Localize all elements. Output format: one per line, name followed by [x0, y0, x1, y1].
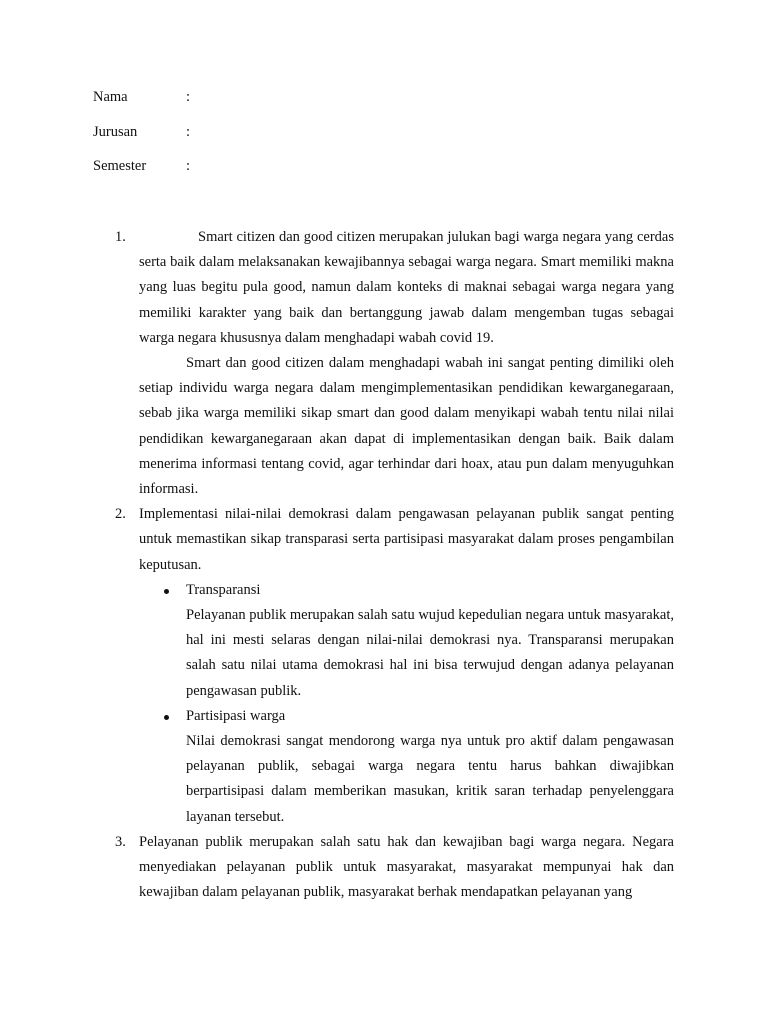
answers-body: [115, 225, 675, 905]
answer-2-intro: Implementasi nilai-nilai demokrasi dalam pengawasan pelayanan publik sangat penting untuk memastikan sikap transparasi serta partisipasi masyarakat dalam proses pengambilan keputusan.: [139, 506, 674, 573]
field-label-nama: Nama: [93, 89, 128, 105]
answer-3-paragraph: Pelayanan publik merupakan salah satu hak dan kewajiban bagi warga negara. Negara menyediakan pelayanan publik untuk masyarakat, masyarakat mempunyai hak dan kewajiban dalam pelayanan publik, masyarakat berhak mendapatkan pelayanan yang: [139, 833, 674, 901]
bullet-title: Transparansi: [186, 581, 261, 598]
bullet-text: Pelayanan publik merupakan salah satu wujud kepedulian negara untuk masyarakat, hal ini mesti selaras dengan nilai-nilai demokrasi nya. Transparansi merupakan salah satu nilai utama demokrasi hal ini bisa terwujud dengan adanya pelayanan pengawasan publik.: [186, 607, 675, 699]
field-nama: [93, 87, 393, 122]
answer-2-bullet-list: [139, 578, 674, 830]
answer-2: [115, 502, 675, 830]
bullet-item: [186, 578, 674, 704]
answer-number: 2.: [115, 506, 126, 523]
answer-number: 3.: [115, 833, 126, 850]
identity-fields: [93, 87, 393, 191]
field-label-jurusan: Jurusan: [93, 123, 138, 140]
field-colon: :: [186, 158, 191, 174]
answer-1-paragraph-1: Smart citizen dan good citizen merupakan julukan bagi warga negara yang cerdas serta baik dalam melaksanakan kewajibannya sebagai warga negara. Smart memiliki makna yang luas begitu pula good, namun dalam konteks di maknai sebagai warga negara yang memiliki karakter yang baik dan bertanggung jawab dalam mengemban tugas sebagai warga negara khususnya dalam menghadapi wabah covid 19.: [139, 229, 674, 346]
bullet-item: [186, 704, 674, 830]
bullet-text: Nilai demokrasi sangat mendorong warga nya untuk pro aktif dalam pengawasan pelayanan publik, sebagai warga negara tentu harus bahkan diwajibkan berpartisipasi dalam memberikan masukan, kritik saran terhadap penyelenggara layanan tersebut.: [186, 733, 674, 825]
answer-1: [115, 225, 674, 502]
field-label-semester: Semester: [93, 158, 147, 174]
field-jurusan: [93, 122, 393, 157]
bullet-dot-icon: [164, 589, 169, 594]
field-colon: :: [186, 89, 191, 105]
answer-number: 1.: [115, 229, 126, 245]
bullet-title: Partisipasi warga: [186, 707, 286, 724]
answer-1-paragraph-2: Smart dan good citizen dalam menghadapi wabah ini sangat penting dimiliki oleh setiap individu warga negara dalam mengimplementasikan pendidikan kewarganegaraan, sebab jika warga memiliki sikap smart dan good dalam menyikapi wabah tentu nilai nilai pendidikan kewarganegaraan akan dapat di implementasikan dengan baik. Baik dalam menerima informasi tentang covid, agar terhindar dari hoax, atau pun dalam menyuguhkan informasi.: [139, 355, 674, 498]
bullet-dot-icon: [164, 715, 169, 720]
answer-3: [115, 830, 674, 906]
field-colon: :: [186, 123, 191, 140]
field-semester: [93, 156, 393, 191]
